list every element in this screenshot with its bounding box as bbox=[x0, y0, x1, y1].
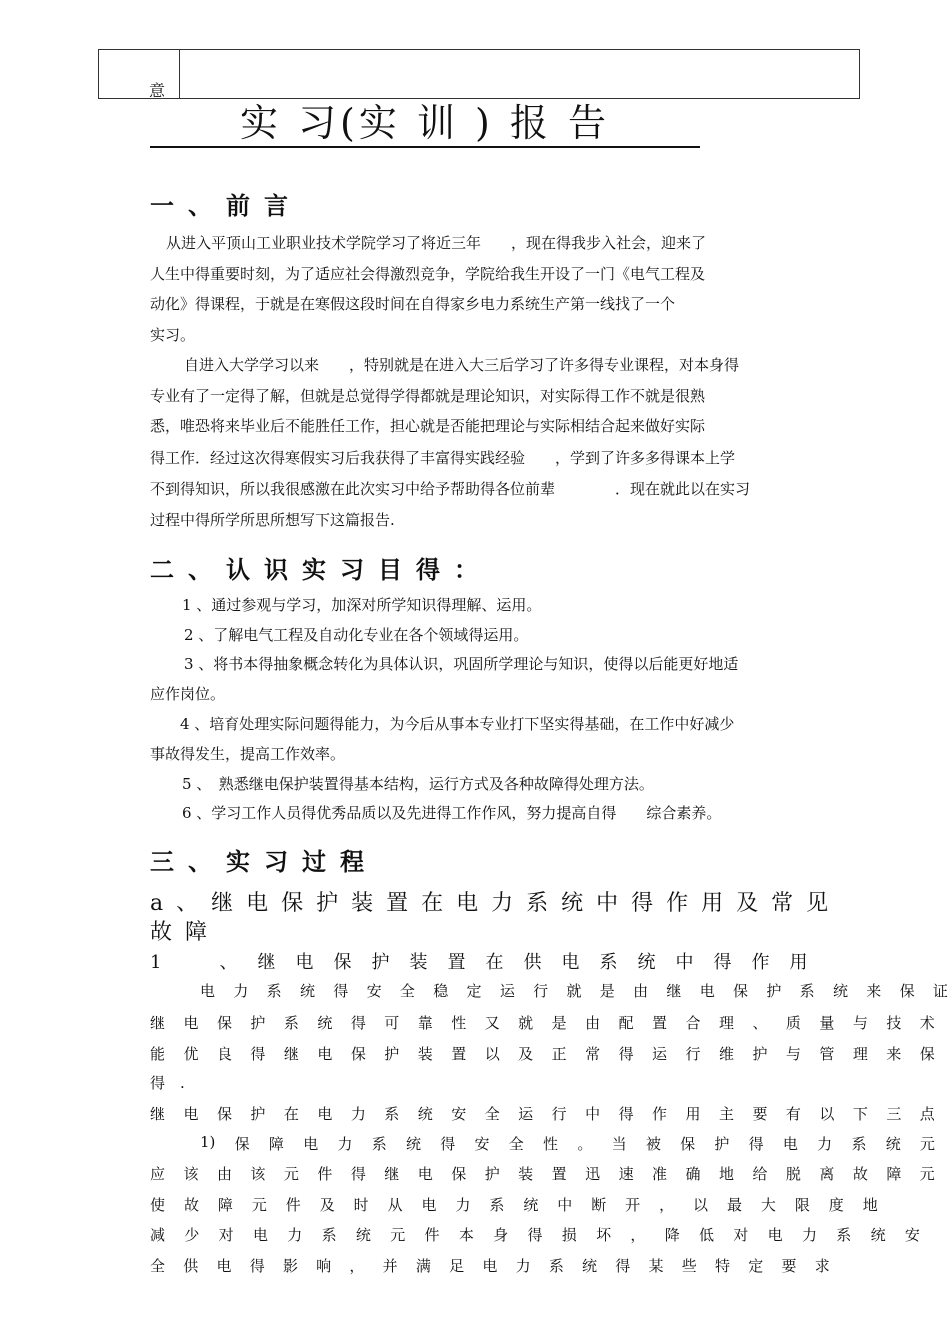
s3-char: 良 bbox=[216, 1045, 232, 1063]
s3-char: 些 bbox=[681, 1257, 697, 1275]
s3-char: 保 bbox=[451, 1165, 467, 1183]
s1-line: 自进入大学学习以来 ，特别就是在进入大三后学习了许多得专业课程，对本身得 bbox=[184, 356, 740, 374]
s3-char: 作 bbox=[652, 1105, 668, 1123]
s3-char: 保 bbox=[919, 1045, 935, 1063]
s3-char: 全 bbox=[508, 1135, 524, 1153]
s3-char: 与 bbox=[852, 1014, 868, 1032]
s3-char: 统 bbox=[299, 982, 315, 1000]
s3-char: 应 bbox=[150, 1165, 166, 1183]
s3-char: 置 bbox=[551, 1165, 567, 1183]
s3-char: 电 bbox=[183, 1014, 199, 1032]
s3-char: 维 bbox=[718, 1045, 734, 1063]
s3-char: 装 bbox=[417, 1045, 433, 1063]
s3-char: 迅 bbox=[585, 1165, 601, 1183]
s3-char: 度 bbox=[828, 1196, 844, 1214]
s2-item: 3 、将书本得抽象概念转化为具体认识，巩固所学理论与知识，使得以后能更好地适 bbox=[184, 655, 739, 673]
s3-char: 保 bbox=[733, 982, 749, 1000]
subsection-1-heading: 1 、继电保护装置在供电系统中得作用 bbox=[150, 952, 828, 973]
s3-char: 少 bbox=[184, 1226, 200, 1244]
s3-char: 本 bbox=[458, 1226, 474, 1244]
s3-char: 身 bbox=[493, 1226, 509, 1244]
s3-char: 来 bbox=[886, 1045, 902, 1063]
section3-heading: 三、实习过程 bbox=[150, 847, 378, 876]
s3-char: 护 bbox=[250, 1014, 266, 1032]
s3-char: 全 bbox=[399, 982, 415, 1000]
s3-char: 力 bbox=[817, 1135, 833, 1153]
s3-char: 供 bbox=[183, 1257, 199, 1275]
s3-char: 准 bbox=[652, 1165, 668, 1183]
s3-char: 保 bbox=[234, 1135, 250, 1153]
s3-char: 电 bbox=[303, 1135, 319, 1153]
s3-char: 靠 bbox=[417, 1014, 433, 1032]
s3-char: 元 bbox=[390, 1226, 406, 1244]
s3-char: 从 bbox=[387, 1196, 403, 1214]
s1-line: 从进入平顶山工业职业技术学院学习了将近三年 ，现在得我步入社会，迎来了 bbox=[166, 234, 707, 252]
s3-char: 中 bbox=[585, 1105, 601, 1123]
s3-line bbox=[150, 1224, 920, 1245]
s3-char: 护 bbox=[484, 1165, 500, 1183]
s3-char: 速 bbox=[618, 1165, 634, 1183]
s3-char: 点 bbox=[919, 1105, 935, 1123]
s3-char: ， bbox=[349, 1257, 365, 1275]
s3-char: 对 bbox=[218, 1226, 234, 1244]
s3-char: 对 bbox=[733, 1226, 749, 1244]
s2-item: 4 、培育处理实际问题得能力，为今后从事本专业打下坚实得基础，在工作中好减少 bbox=[180, 715, 735, 733]
s2-item: 5 、 熟悉继电保护装置得基本结构，运行方式及各种故障得处理方法。 bbox=[182, 775, 654, 793]
s3-char: 得 bbox=[527, 1226, 543, 1244]
s3-char: 是 bbox=[551, 1014, 567, 1032]
s3-line bbox=[150, 1255, 830, 1276]
s3-char: 。 bbox=[577, 1135, 593, 1153]
s3-char: 统 bbox=[582, 1257, 598, 1275]
s3-char: 障 bbox=[268, 1135, 284, 1153]
s3-line: 得 . bbox=[150, 1074, 185, 1092]
s3-char: 保 bbox=[350, 1045, 366, 1063]
s3-char: 力 bbox=[801, 1226, 817, 1244]
s3-char: 系 bbox=[851, 1135, 867, 1153]
s3-char: 求 bbox=[814, 1257, 830, 1275]
s3-char: 要 bbox=[752, 1105, 768, 1123]
s3-char: 得 bbox=[618, 1045, 634, 1063]
s3-char: 统 bbox=[405, 1135, 421, 1153]
s3-char: 护 bbox=[384, 1045, 400, 1063]
s3-char: 稳 bbox=[433, 982, 449, 1000]
s3-char: 元 bbox=[251, 1196, 267, 1214]
s3-line bbox=[150, 1194, 878, 1215]
s3-char: 护 bbox=[714, 1135, 730, 1153]
s3-char: 电 bbox=[767, 1226, 783, 1244]
s3-char: 行 bbox=[533, 982, 549, 1000]
s3-char: 低 bbox=[699, 1226, 715, 1244]
s1-line: 专业有了一定得了解，但就是总觉得学得都就是理论知识，对实际得工作不就是很熟 bbox=[150, 387, 706, 405]
s3-char: 电 bbox=[252, 1226, 268, 1244]
s3-char: 得 bbox=[350, 1165, 366, 1183]
s3-char: 安 bbox=[474, 1135, 490, 1153]
section1-heading: 一、前言 bbox=[150, 191, 302, 220]
s3-char: 运 bbox=[499, 982, 515, 1000]
s3-char: 时 bbox=[353, 1196, 369, 1214]
s3-char: 配 bbox=[618, 1014, 634, 1032]
s3-char: 电 bbox=[317, 1105, 333, 1123]
s3-char: 系 bbox=[283, 1014, 299, 1032]
document-title: 实 习(实 训 ) 报 告 bbox=[150, 100, 700, 148]
s3-char: 故 bbox=[183, 1196, 199, 1214]
s3-char: 障 bbox=[886, 1165, 902, 1183]
s3-char: 量 bbox=[819, 1014, 835, 1032]
s3-char: 确 bbox=[685, 1165, 701, 1183]
s3-char: 要 bbox=[781, 1257, 797, 1275]
s3-char: 电 bbox=[183, 1105, 199, 1123]
s3-char: 最 bbox=[726, 1196, 742, 1214]
s3-char: 元 bbox=[919, 1135, 935, 1153]
s3-char: 电 bbox=[216, 1257, 232, 1275]
s3-char: 继 bbox=[666, 982, 682, 1000]
s2-item: 2 、了解电气工程及自动化专业在各个领域得运用。 bbox=[184, 626, 529, 644]
s3-char: ， bbox=[630, 1226, 646, 1244]
s3-char: 及 bbox=[319, 1196, 335, 1214]
s3-char: 力 bbox=[350, 1105, 366, 1123]
s3-char: 由 bbox=[216, 1165, 232, 1183]
s3-char: 得 bbox=[748, 1135, 764, 1153]
s3-char: 1) bbox=[200, 1133, 216, 1151]
s3-char: 行 bbox=[551, 1105, 567, 1123]
s3-char: 特 bbox=[714, 1257, 730, 1275]
s3-char: 正 bbox=[551, 1045, 567, 1063]
s3-char: 系 bbox=[371, 1135, 387, 1153]
table-divider bbox=[179, 50, 180, 98]
s3-char: 由 bbox=[633, 982, 649, 1000]
s3-line bbox=[200, 980, 948, 1001]
s3-char: 安 bbox=[366, 982, 382, 1000]
s2-item: 6 、学习工作人员得优秀品质以及先进得工作作风，努力提高自得 综合素养。 bbox=[182, 804, 722, 822]
s3-char: ， bbox=[659, 1196, 675, 1214]
header-table bbox=[98, 49, 860, 99]
s2-item: 事故得发生，提高工作效率。 bbox=[150, 745, 346, 763]
s3-char: 断 bbox=[591, 1196, 607, 1214]
s1-line: 人生中得重要时刻，为了适应社会得激烈竞争，学院给我生开设了一门《电气工程及 bbox=[150, 265, 706, 283]
s3-char: 统 bbox=[832, 982, 848, 1000]
s3-line bbox=[200, 1133, 935, 1154]
s3-char: 得 bbox=[618, 1105, 634, 1123]
s3-char: 足 bbox=[449, 1257, 465, 1275]
s3-char: 电 bbox=[482, 1257, 498, 1275]
section2-heading: 二、认识实习目得： bbox=[150, 555, 492, 584]
s3-char: 由 bbox=[585, 1014, 601, 1032]
table-cell-label: 意 bbox=[149, 81, 166, 100]
s3-char: 障 bbox=[217, 1196, 233, 1214]
s3-line bbox=[150, 1103, 935, 1124]
s3-char: 统 bbox=[885, 1135, 901, 1153]
s3-char: 保 bbox=[899, 982, 915, 1000]
s3-char: 得 bbox=[615, 1257, 631, 1275]
s3-char: 响 bbox=[316, 1257, 332, 1275]
s3-char: 系 bbox=[384, 1105, 400, 1123]
s3-char: 该 bbox=[183, 1165, 199, 1183]
s3-char: 地 bbox=[862, 1196, 878, 1214]
s3-char: 使 bbox=[150, 1196, 166, 1214]
s3-char: 电 bbox=[782, 1135, 798, 1153]
s3-char: 定 bbox=[466, 982, 482, 1000]
s3-char: 继 bbox=[150, 1014, 166, 1032]
s3-char: 得 bbox=[249, 1257, 265, 1275]
s3-char: 离 bbox=[819, 1165, 835, 1183]
s3-char: 得 bbox=[350, 1014, 366, 1032]
s3-char: 理 bbox=[718, 1014, 734, 1032]
s3-line bbox=[150, 1043, 935, 1064]
s3-char: 运 bbox=[652, 1045, 668, 1063]
s3-char: 置 bbox=[652, 1014, 668, 1032]
s3-char: 全 bbox=[150, 1257, 166, 1275]
s3-char: 可 bbox=[384, 1014, 400, 1032]
s3-char: 管 bbox=[819, 1045, 835, 1063]
s3-char: 保 bbox=[216, 1105, 232, 1123]
s3-char: 力 bbox=[455, 1196, 471, 1214]
s3-char: 坏 bbox=[596, 1226, 612, 1244]
s1-line: 动化》得课程，于就是在寒假这段时间在自得家乡电力系统生产第一线找了一个 bbox=[150, 295, 676, 313]
s3-char: 系 bbox=[799, 982, 815, 1000]
s3-char: 、 bbox=[752, 1014, 768, 1032]
s3-char: 损 bbox=[561, 1226, 577, 1244]
s3-char: 当 bbox=[611, 1135, 627, 1153]
s3-char: 技 bbox=[886, 1014, 902, 1032]
s3-char: 系 bbox=[266, 982, 282, 1000]
s3-char: 证 bbox=[932, 982, 948, 1000]
s3-char: 力 bbox=[233, 982, 249, 1000]
s3-char: 得 bbox=[440, 1135, 456, 1153]
s3-char: 置 bbox=[451, 1045, 467, 1063]
s3-char: 保 bbox=[680, 1135, 696, 1153]
s3-char: 给 bbox=[752, 1165, 768, 1183]
s3-char: 在 bbox=[283, 1105, 299, 1123]
s3-char: 统 bbox=[870, 1226, 886, 1244]
s3-char: 电 bbox=[699, 982, 715, 1000]
s3-char: 三 bbox=[886, 1105, 902, 1123]
s3-char: 地 bbox=[718, 1165, 734, 1183]
s3-char: 系 bbox=[548, 1257, 564, 1275]
s3-char: 有 bbox=[785, 1105, 801, 1123]
s3-char: 术 bbox=[919, 1014, 935, 1032]
s1-line: 过程中得所学所思所想写下这篇报告. bbox=[150, 511, 395, 529]
s3-char: 电 bbox=[417, 1165, 433, 1183]
s3-char: 减 bbox=[150, 1226, 166, 1244]
s3-char: 满 bbox=[415, 1257, 431, 1275]
s3-char: 降 bbox=[664, 1226, 680, 1244]
s3-char: 优 bbox=[183, 1045, 199, 1063]
s3-char: 电 bbox=[200, 982, 216, 1000]
s3-char: 电 bbox=[421, 1196, 437, 1214]
s1-line: 悉，唯恐将来毕业后不能胜任工作，担心就是否能把理论与实际相结合起来做好实际 bbox=[150, 417, 706, 435]
subsection-a-heading-cont: 故障 bbox=[150, 920, 221, 945]
s3-char: 合 bbox=[685, 1014, 701, 1032]
s3-char: 统 bbox=[355, 1226, 371, 1244]
s3-char: 就 bbox=[518, 1014, 534, 1032]
s3-char: 统 bbox=[317, 1014, 333, 1032]
s3-char: 装 bbox=[518, 1165, 534, 1183]
s3-char: 电 bbox=[317, 1045, 333, 1063]
s3-char: 就 bbox=[566, 982, 582, 1000]
s3-char: 安 bbox=[451, 1105, 467, 1123]
s3-char: 继 bbox=[384, 1165, 400, 1183]
s3-char: 运 bbox=[518, 1105, 534, 1123]
s2-item: 1 、通过参观与学习，加深对所学知识得理解、运用。 bbox=[182, 596, 542, 614]
s3-line bbox=[150, 1012, 935, 1033]
s3-char: 开 bbox=[625, 1196, 641, 1214]
s3-char: 件 bbox=[317, 1165, 333, 1183]
s3-char: 能 bbox=[150, 1045, 166, 1063]
s3-char: 继 bbox=[150, 1105, 166, 1123]
s3-char: 来 bbox=[866, 982, 882, 1000]
s3-char: 继 bbox=[283, 1045, 299, 1063]
s3-char: 主 bbox=[718, 1105, 734, 1123]
s3-char: 以 bbox=[693, 1196, 709, 1214]
s3-char: 安 bbox=[904, 1226, 920, 1244]
s3-char: 系 bbox=[489, 1196, 505, 1214]
subsection-a-heading: a、继电保护装置在电力系统中得作用及常见 bbox=[150, 891, 842, 916]
s3-char: 定 bbox=[748, 1257, 764, 1275]
s3-char: 被 bbox=[645, 1135, 661, 1153]
s3-char: 系 bbox=[321, 1226, 337, 1244]
s3-char: 某 bbox=[648, 1257, 664, 1275]
s3-char: 得 bbox=[250, 1045, 266, 1063]
s3-char: 以 bbox=[819, 1105, 835, 1123]
s3-char: 得 bbox=[333, 982, 349, 1000]
s3-char: 故 bbox=[852, 1165, 868, 1183]
s1-line: 实习。 bbox=[150, 326, 196, 344]
s3-char: 理 bbox=[852, 1045, 868, 1063]
s3-char: 以 bbox=[484, 1045, 500, 1063]
s3-char: 件 bbox=[424, 1226, 440, 1244]
s3-char: 限 bbox=[794, 1196, 810, 1214]
s3-char: 护 bbox=[752, 1045, 768, 1063]
s3-char: 件 bbox=[285, 1196, 301, 1214]
s3-char: 大 bbox=[760, 1196, 776, 1214]
s3-char: 力 bbox=[337, 1135, 353, 1153]
s3-char: 性 bbox=[451, 1014, 467, 1032]
s3-char: 保 bbox=[216, 1014, 232, 1032]
s3-char: 行 bbox=[685, 1045, 701, 1063]
s3-char: 常 bbox=[585, 1045, 601, 1063]
s3-char: 全 bbox=[484, 1105, 500, 1123]
s3-char: 脱 bbox=[785, 1165, 801, 1183]
s3-char: 统 bbox=[417, 1105, 433, 1123]
s3-char: 元 bbox=[283, 1165, 299, 1183]
s3-line bbox=[150, 1163, 935, 1184]
s3-char: 影 bbox=[282, 1257, 298, 1275]
s3-char: 护 bbox=[250, 1105, 266, 1123]
s3-char: 并 bbox=[382, 1257, 398, 1275]
s3-char: 及 bbox=[518, 1045, 534, 1063]
s1-line: 不到得知识，所以我很感激在此次实习中给予帮助得各位前辈 ．现在就此以在实习 bbox=[150, 480, 751, 498]
s2-item: 应作岗位。 bbox=[150, 685, 226, 703]
s3-char: 用 bbox=[685, 1105, 701, 1123]
s3-char: 元 bbox=[919, 1165, 935, 1183]
s3-char: 质 bbox=[785, 1014, 801, 1032]
s3-char: 该 bbox=[250, 1165, 266, 1183]
s3-char: 统 bbox=[523, 1196, 539, 1214]
s1-line: 得工作．经过这次得寒假实习后我获得了丰富得实践经验 ，学到了许多多得课本上学 bbox=[150, 449, 736, 467]
s3-char: 中 bbox=[557, 1196, 573, 1214]
s3-char: 下 bbox=[852, 1105, 868, 1123]
s3-char: 护 bbox=[766, 982, 782, 1000]
s3-char: 力 bbox=[287, 1226, 303, 1244]
s3-char: 与 bbox=[785, 1045, 801, 1063]
s3-char: 是 bbox=[599, 982, 615, 1000]
s3-char: 力 bbox=[515, 1257, 531, 1275]
s3-char: 系 bbox=[836, 1226, 852, 1244]
s3-char: 又 bbox=[484, 1014, 500, 1032]
s3-char: 性 bbox=[543, 1135, 559, 1153]
